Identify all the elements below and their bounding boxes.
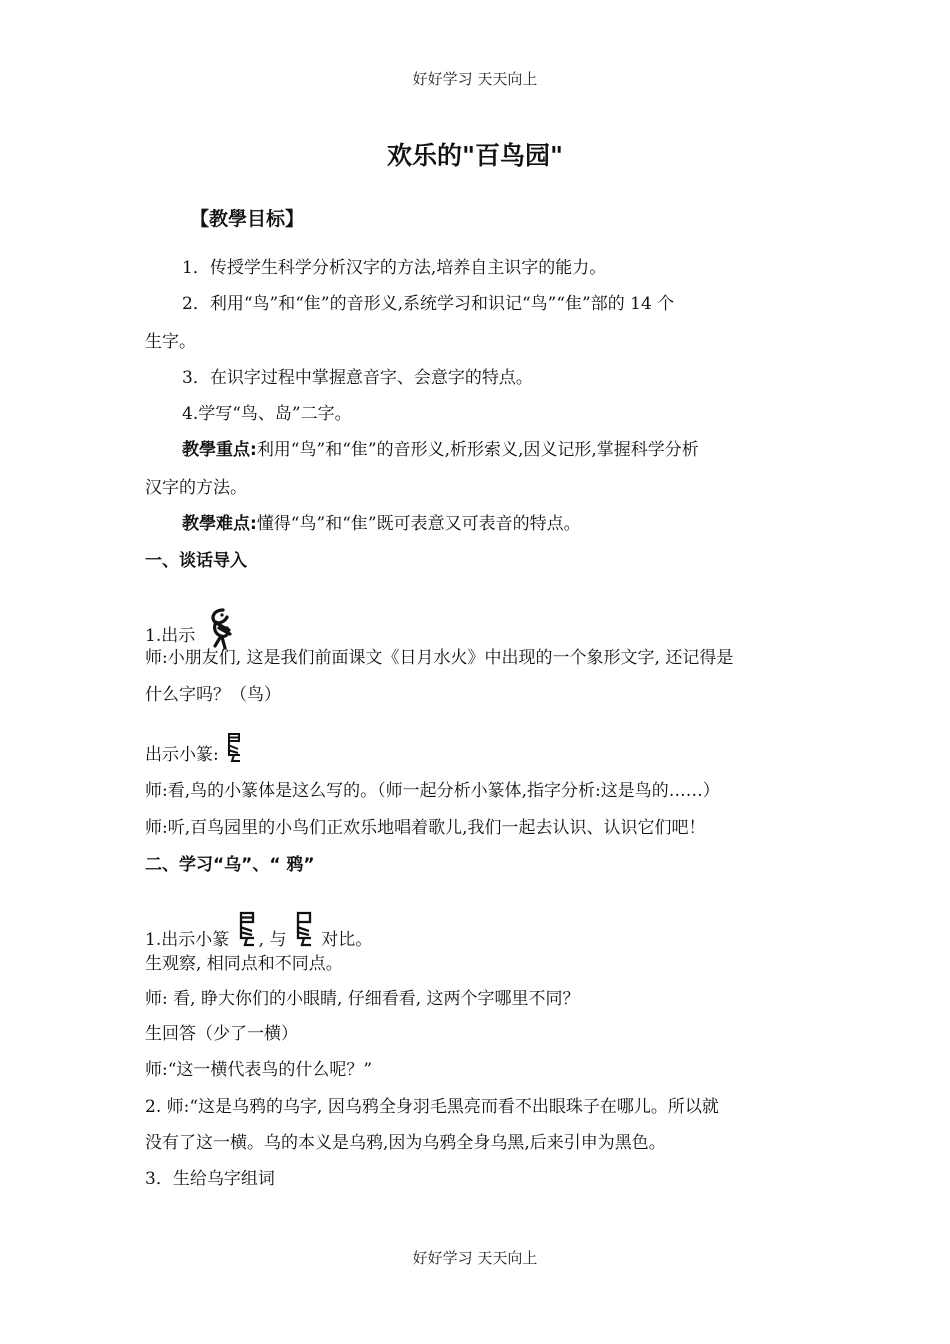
- key-point-cont: 汉字的方法。: [145, 478, 247, 498]
- s2-line-6: 3．生给乌字组词: [145, 1169, 275, 1189]
- seal-script-bird-icon: [224, 731, 244, 765]
- teacher-1-cont: 什么字吗？（鸟）: [145, 685, 281, 705]
- teacher-3: 师:听,百鸟园里的小鸟们正欢乐地唱着歌儿,我们一起去认识、认识它们吧！: [145, 818, 706, 838]
- objective-3: 3．在识字过程中掌握意音字、会意字的特点。: [182, 368, 533, 388]
- objective-2: 2．利用“鸟”和“隹”的音形义,系统学习和识记“鸟”“隹”部的 14 个: [182, 294, 675, 314]
- bird-pictograph-icon: [205, 606, 235, 650]
- show-label: 1.出示: [145, 626, 196, 646]
- section1-heading: 一、谈话导入: [145, 551, 247, 571]
- page-title: 欢乐的"百鸟园": [386, 141, 564, 170]
- teacher-1: 师:小朋友们, 这是我们前面课文《日月水火》中出现的一个象形文字, 还记得是: [145, 648, 734, 668]
- difficulty-label: 教學难点:: [182, 514, 257, 534]
- show-seal-label: 出示小篆:: [145, 745, 219, 765]
- difficulty-text: 懂得“鸟”和“隹”既可表意又可表音的特点。: [256, 514, 581, 534]
- objective-1: 1．传授学生科学分析汉字的方法,培养自主识字的能力。: [182, 258, 607, 278]
- compare-label-b: , 与: [258, 930, 287, 950]
- show-seal: [145, 731, 244, 767]
- key-point-text: 利用“鸟”和“隹”的音形义,析形索义,因义记形,掌握科学分析: [256, 440, 699, 460]
- s2-line-5-cont: 没有了这一横。乌的本义是乌鸦,因为乌鸦全身乌黑,后来引申为黑色。: [145, 1133, 666, 1153]
- page-footer: 好好学习 天天向上: [412, 1249, 538, 1267]
- key-point-label: 教學重点:: [182, 440, 257, 460]
- seal-script-bird-icon: [235, 910, 259, 950]
- show-pictograph: [145, 606, 235, 648]
- objective-4: 4.学写“鸟、岛”二字。: [182, 404, 352, 424]
- teacher-2: 师:看,鸟的小篆体是这么写的。（师一起分析小篆体,指字分析:这是鸟的……）: [145, 781, 720, 801]
- objective-2-cont: 生字。: [145, 332, 196, 352]
- compare-label-a: 1.出示小篆: [145, 930, 230, 950]
- seal-script-crow-icon: [292, 910, 316, 950]
- page-header: 好好学习 天天向上: [412, 70, 538, 88]
- difficulty: [182, 512, 581, 536]
- objectives-heading: 【教學目标】: [190, 208, 305, 230]
- s2-line-2: 师: 看, 睁大你们的小眼睛, 仔细看看, 这两个字哪里不同？: [145, 989, 580, 1009]
- s2-line-5: 2. 师:“这是乌鸦的乌字, 因乌鸦全身羽毛黑亮而看不出眼珠子在哪儿。所以就: [145, 1097, 719, 1117]
- compare-line: [145, 910, 372, 952]
- key-point: [182, 438, 699, 462]
- section2-heading: 二、学习“乌”、“ 鸦”: [145, 855, 315, 875]
- compare-label-c: 对比。: [321, 930, 373, 950]
- s2-line-1: 生观察, 相同点和不同点。: [145, 954, 343, 974]
- s2-line-3: 生回答（少了一横）: [145, 1024, 298, 1044]
- s2-line-4: 师:“这一横代表鸟的什么呢？”: [145, 1060, 373, 1080]
